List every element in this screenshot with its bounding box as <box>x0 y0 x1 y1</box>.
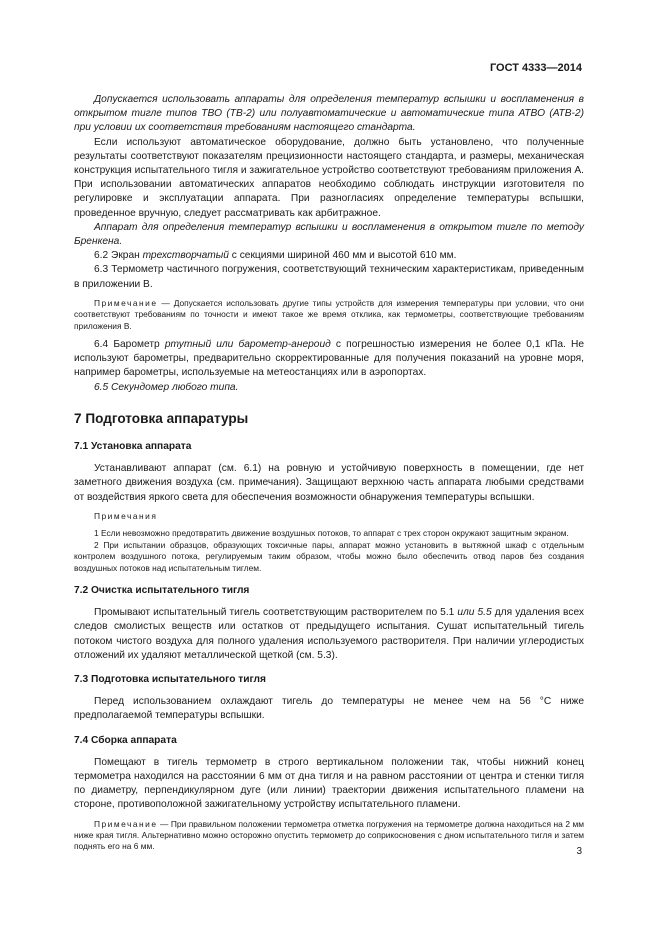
page-number: 3 <box>576 846 582 857</box>
text-6-4-a: 6.4 Барометр <box>94 339 165 351</box>
paragraph-6-2 <box>74 249 584 263</box>
text-7-2-c: для удаления всех следов смолистых веществ или остатков от предыдущего испытания. Сушат испытательный тигель потоком чистого воздуха для полного удаления используемого растворителя. При наличии углеродистых отложений их удаляют металлической щеткой (см. 5.3). <box>74 607 584 661</box>
paragraph-p2: Если используют автоматическое оборудование, должно быть установлено, что полученные результаты соответствуют показателям прецизионности настоящего стандарта, и размеры, механическая конструкция испытательного тигля и зажигательное устройство соответствуют требованиям приложения А. При использовании автоматических аппаратов необходимо соблюдать инструкции изготовителя по регулировке и эксплуатации аппарата. При разногласиях определение температуры вспышки, проведенное вручную, следует рассматривать как арбитражное. <box>74 136 584 219</box>
paragraph-6-5: 6.5 Секундомер любого типа. <box>94 381 239 393</box>
note-7-1-1: 1 Если невозможно предотвратить движение воздушных потоков, то аппарат с трех сторон окружают защитным экраном. <box>94 528 569 539</box>
section-7-2-text <box>74 606 584 663</box>
text-6-4-b: ртутный или барометр-анероид <box>164 339 331 351</box>
text-7-2-a: Промывают испытательный тигель соответствующим растворителем по 5.1 <box>94 607 458 619</box>
note-text: — Допускается использовать другие типы устройств для измерения температуры при условии, что они соответствуют требованиям по точности и имеют такое же время отклика, как термометры, соответствующие требованиям приложения В. <box>74 297 584 331</box>
paragraph-6-3: 6.3 Термометр частичного погружения, соответствующий техническим характеристикам, приведенным в приложении В. <box>74 264 584 290</box>
text-6-2-c: с секциями шириной 460 мм и высотой 610 мм. <box>228 250 457 262</box>
section-7-1-title: 7.1 Установка аппарата <box>74 441 192 453</box>
section-7-title: 7 Подготовка аппаратуры <box>74 410 249 426</box>
note-7-1-2: 2 При испытании образцов, образующих токсичные пары, аппарат можно установить в вытяжной шкаф с отдельным контролем воздушного потока, регулируемым таким образом, чтобы можно было обеспечить отвод паров без создания воздушных потоков над испытательным тиглем. <box>74 539 584 573</box>
section-7-3-title: 7.3 Подготовка испытательного тигля <box>74 673 266 685</box>
note-7-4 <box>74 819 584 853</box>
section-7-3-text: Перед использованием охлаждают тигель до температуры не менее чем на 56 °С ниже предполагаемой температуры вспышки. <box>74 696 584 722</box>
notes-title: Примечания <box>94 510 158 521</box>
paragraph-6-4 <box>74 338 584 381</box>
note-7-4-text: — При правильном положении термометра отметка погружения на термометре должна находиться на 2 мм ниже края тигля. Альтернативно можно осторожно опустить термометр до соприкосновения с дном испытательного тигля и затем поднять его на 6 мм. <box>74 818 584 852</box>
text-6-4-c: с погрешностью измерения не более 0,1 кПа. Не используют барометры, предварительно скорректированные для получения показаний на уровне моря, например барометры, используемые на метеостанциях или в аэропортах. <box>74 339 585 379</box>
document-header: ГОСТ 4333—2014 <box>489 62 582 74</box>
note-label: Примечание <box>94 297 158 308</box>
note-7-4-label: Примечание <box>94 818 158 829</box>
section-7-1-text: Устанавливают аппарат (см. 6.1) на ровную и устойчивую поверхность в помещении, где нет заметного движения воздуха (см. примечания). Защищают верхнюю часть аппарата любыми средствами от воздействия яркого света для обеспечения возможности обнаружения температуры вспышки. <box>74 463 584 503</box>
section-7-2-title: 7.2 Очистка испытательного тигля <box>74 584 250 596</box>
text-7-2-b: или 5.5 <box>457 607 492 619</box>
text-6-2-b: трехстворчатый <box>142 250 229 262</box>
page-content <box>74 93 584 853</box>
text-6-2-a: 6.2 Экран <box>94 250 143 262</box>
paragraph-p3: Аппарат для определения температур вспышки и воспламенения в открытом тигле по методу Бренкена. <box>74 221 584 248</box>
note-6-3 <box>74 298 584 332</box>
section-7-4-title: 7.4 Сборка аппарата <box>74 734 177 746</box>
paragraph-p1: Допускается использовать аппараты для определения температур вспышки и воспламенения в открытом тигле типов ТВО (ТВ-2) или полуавтоматические и автоматические типа АТВО (АТВ-2) при условии их соответствия требованиям настоящего стандарта. <box>74 94 584 134</box>
section-7-4-text: Помещают в тигель термометр в строго вертикальном положении так, чтобы нижний конец термометра находился на расстоянии 6 мм от дна тигля и на равном расстоянии от центра и стенки тигля по диаметру, перпендикулярном дуге (или линии) траектории движения испытательного пламени на стороне, противоположной зажигательному устройству испытательного пламени. <box>74 756 584 811</box>
